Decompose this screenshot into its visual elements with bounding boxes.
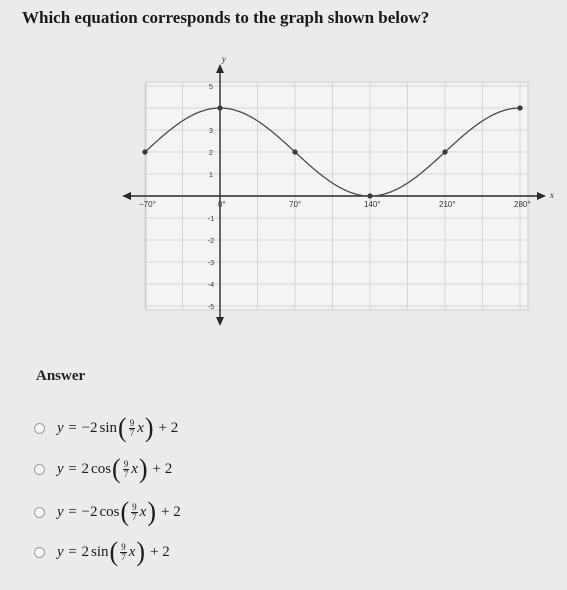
equation — [57, 412, 179, 443]
trig-function: cos — [99, 503, 120, 520]
answer-heading: Answer — [36, 368, 86, 384]
x-axis-label: x — [550, 190, 554, 200]
y-tick-label: -2 — [207, 238, 215, 245]
variable: x — [131, 460, 138, 477]
equation-lhs: y = — [57, 460, 78, 477]
fraction-denominator: 7 — [123, 468, 129, 479]
y-axis-down-arrow-icon — [216, 317, 224, 326]
y-tick-label: -5 — [207, 304, 215, 311]
right-paren-icon: ) — [144, 412, 154, 443]
equation-lhs: y = — [57, 543, 78, 560]
fraction-numerator: 9 — [121, 541, 126, 552]
constant-term: + 2 — [152, 460, 173, 477]
right-paren-icon: ) — [147, 496, 157, 527]
right-paren-icon: ) — [136, 536, 146, 567]
x-axis-left-arrow-icon — [122, 192, 131, 200]
left-paren-icon: ( — [112, 453, 121, 484]
curve-point — [142, 149, 147, 154]
answer-choice-2[interactable] — [34, 454, 172, 484]
fraction — [131, 503, 138, 522]
variable: x — [139, 503, 147, 520]
equation-lhs: y = — [57, 503, 78, 520]
answer-choice-4[interactable] — [34, 537, 170, 567]
fraction-denominator: 7 — [129, 427, 135, 438]
left-paren-icon: ( — [120, 496, 130, 527]
fraction-numerator: 9 — [123, 458, 129, 469]
x-tick-label: 210° — [439, 200, 456, 209]
fraction-numerator: 9 — [132, 501, 137, 512]
y-tick-label: -1 — [207, 216, 215, 223]
x-tick-label: 140° — [364, 200, 381, 209]
function-graph — [0, 48, 567, 328]
coefficient: −2 — [81, 503, 98, 520]
radio-button-icon[interactable] — [34, 464, 45, 475]
fraction — [129, 419, 136, 438]
fraction-numerator: 9 — [129, 417, 135, 428]
variable: x — [137, 419, 144, 436]
curve-point — [442, 149, 447, 154]
x-tick-label: 280° — [514, 200, 531, 209]
curve-point — [367, 193, 372, 198]
answer-choice-1[interactable] — [34, 413, 178, 443]
y-tick-label: 2 — [209, 150, 213, 157]
trig-function: cos — [91, 460, 112, 477]
fraction-denominator: 7 — [132, 511, 137, 522]
curve-point — [217, 105, 222, 110]
constant-term: + 2 — [150, 543, 170, 560]
y-tick-label: -4 — [207, 282, 215, 289]
left-paren-icon: ( — [118, 412, 127, 443]
y-axis-arrow-icon — [216, 64, 224, 73]
y-axis-label: y — [222, 54, 226, 64]
equation — [57, 453, 173, 484]
curve-point — [517, 105, 522, 110]
curve-point — [292, 149, 297, 154]
constant-term: + 2 — [161, 503, 181, 520]
equation — [57, 536, 170, 567]
y-tick-label: -3 — [207, 260, 215, 267]
question-text: Which equation corresponds to the graph shown below? — [22, 8, 430, 27]
y-tick-label: 5 — [209, 84, 213, 91]
equation — [57, 496, 181, 527]
right-paren-icon: ) — [138, 453, 148, 484]
y-tick-label: 3 — [209, 128, 213, 135]
radio-button-icon[interactable] — [34, 547, 45, 558]
fraction-denominator: 7 — [121, 551, 126, 562]
x-axis-arrow-icon — [537, 192, 546, 200]
answer-choice-3[interactable] — [34, 497, 181, 527]
y-tick-label: 1 — [209, 172, 213, 179]
x-tick-label: 70° — [289, 200, 302, 209]
equation-lhs: y = — [57, 419, 78, 436]
fraction — [120, 543, 127, 562]
variable: x — [128, 543, 136, 560]
trig-function: sin — [99, 419, 118, 436]
x-tick-label: −70° — [139, 200, 156, 209]
coefficient: 2 — [81, 460, 90, 477]
x-tick-label: 0° — [218, 200, 226, 209]
fraction — [123, 460, 130, 479]
coefficient: 2 — [81, 543, 90, 560]
radio-button-icon[interactable] — [34, 507, 45, 518]
coefficient: −2 — [81, 419, 98, 436]
constant-term: + 2 — [158, 419, 179, 436]
left-paren-icon: ( — [109, 536, 119, 567]
trig-function: sin — [91, 543, 109, 560]
radio-button-icon[interactable] — [34, 423, 45, 434]
